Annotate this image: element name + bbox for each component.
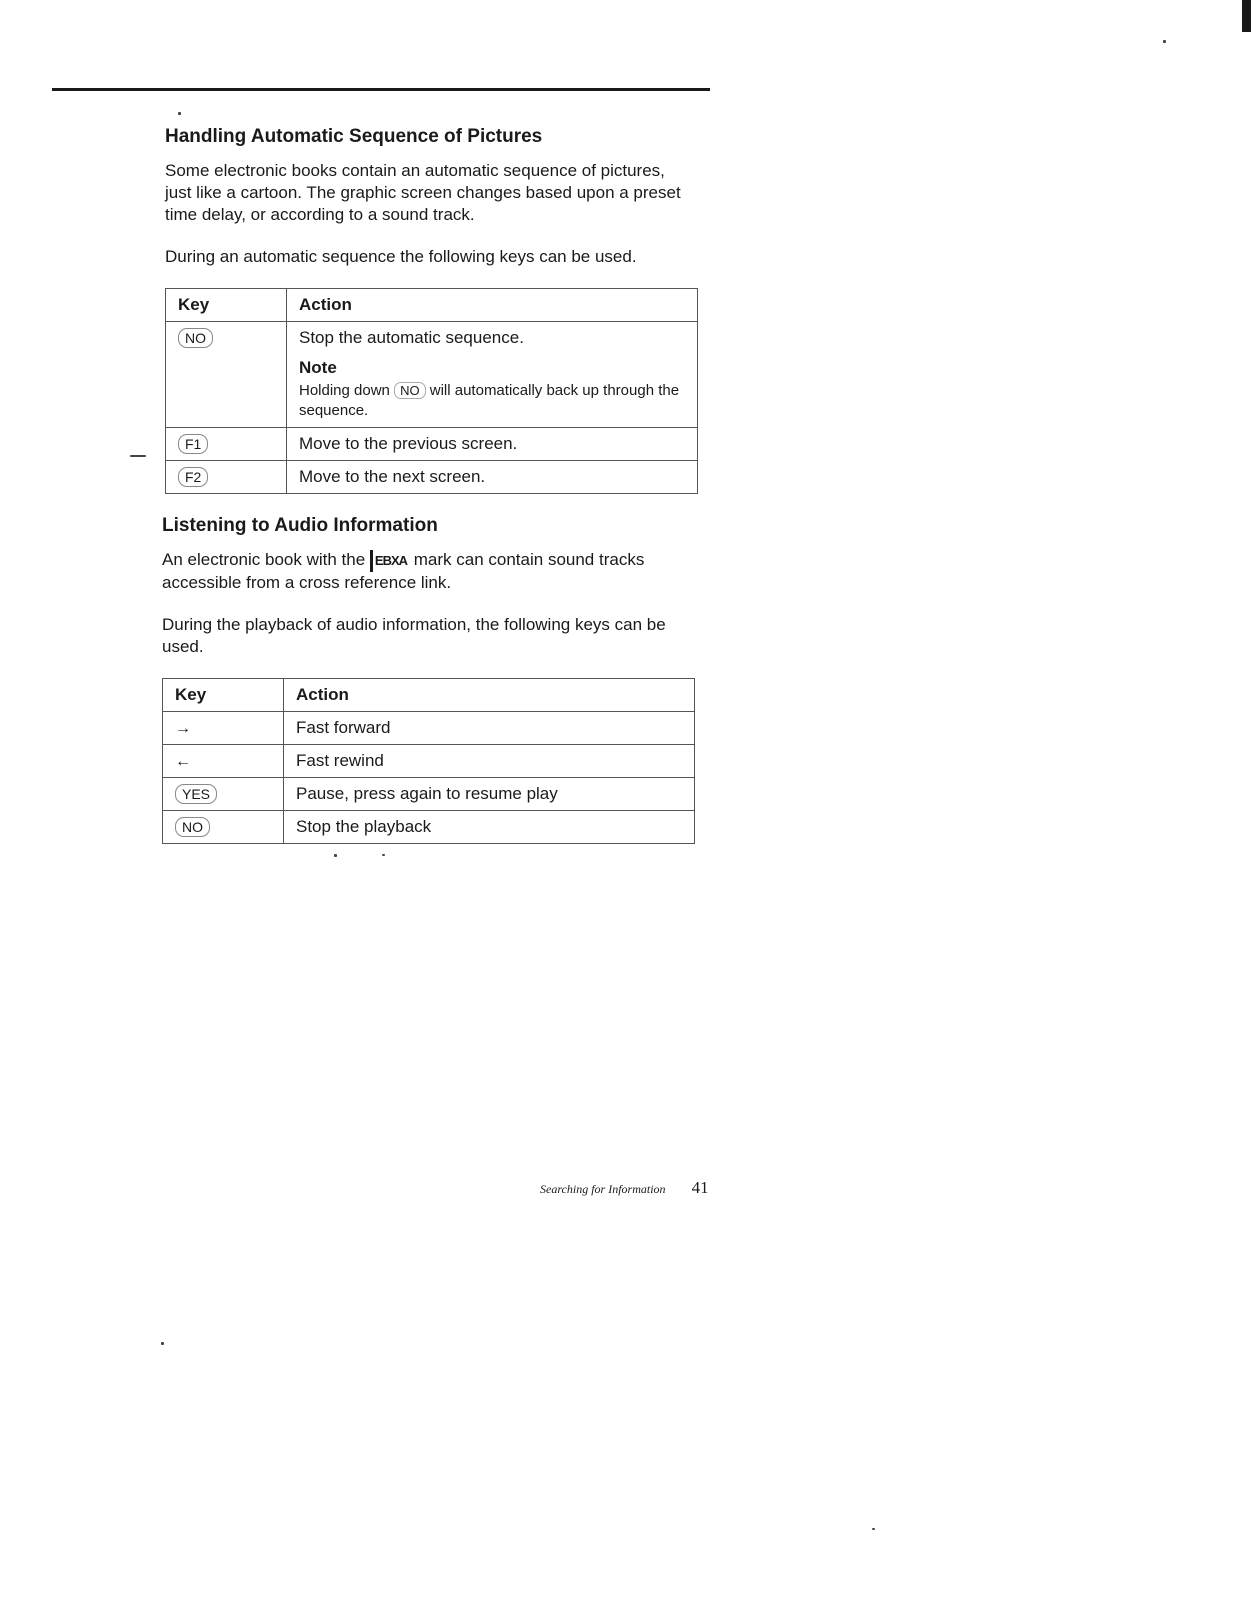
action-cell: Move to the next screen.: [287, 461, 698, 494]
no-key-inline: NO: [394, 382, 426, 399]
footer-section-title: Searching for Information: [540, 1182, 666, 1196]
action-cell: Move to the previous screen.: [287, 428, 698, 461]
table-row: [163, 811, 695, 844]
yes-key: YES: [175, 784, 217, 804]
key-cell: [166, 322, 287, 428]
section-heading: Listening to Audio Information: [162, 515, 438, 536]
header-key: Key: [166, 289, 287, 322]
key-cell: [163, 811, 284, 844]
section-lead: During an automatic sequence the following keys can be used.: [165, 247, 637, 266]
scan-speck: [1163, 40, 1166, 43]
intro-text-before: An electronic book with the: [162, 550, 366, 569]
key-cell: [166, 428, 287, 461]
table-row: [163, 712, 695, 745]
f2-key: F2: [178, 467, 208, 487]
section-intro: [162, 549, 692, 594]
key-cell: [166, 461, 287, 494]
action-cell: Fast rewind: [284, 745, 695, 778]
table-row: [166, 461, 698, 494]
table-row: [163, 778, 695, 811]
header-key: Key: [163, 679, 284, 712]
action-text: Stop the automatic sequence.: [299, 328, 524, 347]
top-rule: [52, 88, 710, 91]
action-cell: Stop the playback: [284, 811, 695, 844]
right-arrow-icon: →: [175, 720, 191, 737]
left-arrow-icon: ←: [175, 753, 191, 770]
key-action-table: [162, 678, 695, 844]
action-cell: [287, 322, 698, 428]
page-footer: [540, 1178, 709, 1198]
scan-speck: [178, 112, 181, 115]
action-cell: Fast forward: [284, 712, 695, 745]
action-cell: Pause, press again to resume play: [284, 778, 695, 811]
note-text: [299, 381, 685, 421]
scan-speck: [872, 1528, 875, 1530]
page-edge-mark: [1242, 0, 1251, 32]
section-audio-information: [162, 515, 707, 844]
table-row: [166, 322, 698, 428]
section-lead: During the playback of audio information, the following keys can be used.: [162, 615, 666, 656]
scan-speck: [382, 854, 385, 856]
ebxa-mark-icon: EBXA: [370, 550, 409, 572]
f1-key: F1: [178, 434, 208, 454]
page-number: 41: [691, 1178, 709, 1197]
key-action-table: [165, 288, 698, 494]
no-key: NO: [178, 328, 213, 348]
key-cell: [163, 712, 284, 745]
scan-speck: [334, 854, 337, 857]
intro-text-after: mark can contain sound tracks accessible from a cross reference link.: [162, 550, 645, 592]
no-key: NO: [175, 817, 210, 837]
scan-speck: [130, 455, 146, 457]
note-title: Note: [299, 358, 337, 377]
section-automatic-sequence: [165, 126, 710, 494]
header-action: Action: [287, 289, 698, 322]
header-action: Action: [284, 679, 695, 712]
table-row: [163, 745, 695, 778]
scan-speck: [161, 1342, 164, 1345]
key-cell: [163, 778, 284, 811]
table-header-row: [166, 289, 698, 322]
note-text-after: will automatically back up through the sequence.: [299, 382, 680, 419]
section-intro: Some electronic books contain an automatic sequence of pictures, just like a cartoon. The graphic screen changes based upon a preset time delay, or according to a sound track.: [165, 161, 681, 224]
key-cell: [163, 745, 284, 778]
section-heading: Handling Automatic Sequence of Pictures: [165, 126, 543, 147]
table-row: [166, 428, 698, 461]
table-header-row: [163, 679, 695, 712]
note-text-before: Holding down: [299, 382, 390, 399]
